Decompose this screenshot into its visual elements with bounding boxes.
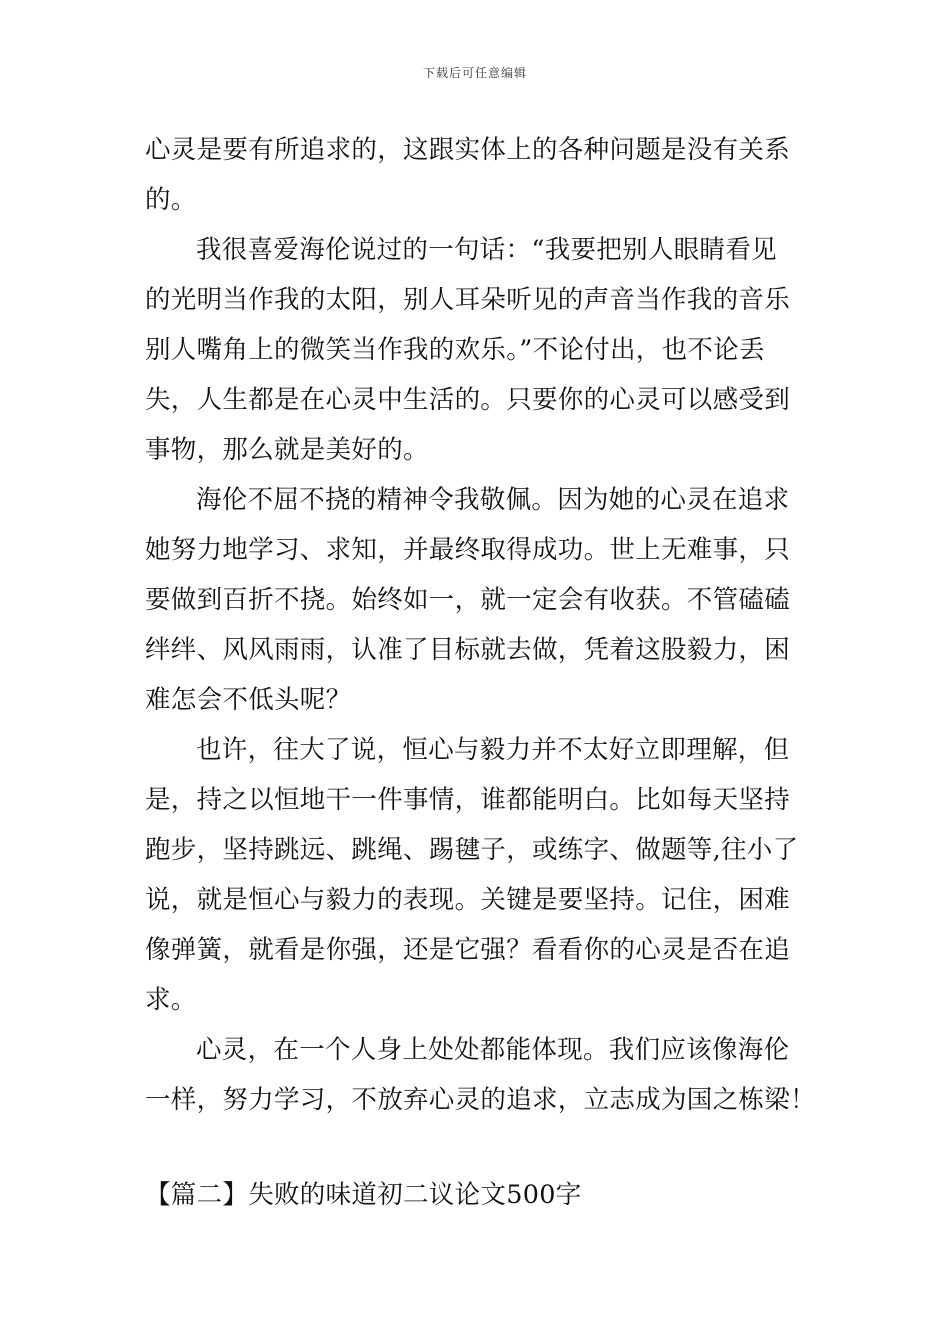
body-line: 事物，那么就是美好的。 <box>145 435 429 465</box>
body-line: 她努力地学习、求知，并最终取得成功。世上无难事，只 <box>145 535 791 565</box>
body-line: 的。 <box>145 185 197 215</box>
body-line: 失，人生都是在心灵中生活的。只要你的心灵可以感受到 <box>145 385 791 415</box>
paragraph-first-line: 我很喜爱海伦说过的一句话：“我要把别人眼睛看见 <box>196 235 777 265</box>
body-line: 绊绊、风风雨雨，认准了目标就去做，凭着这股毅力，困 <box>145 635 791 665</box>
paragraph-first-line: 也许，往大了说，恒心与毅力并不太好立即理解，但 <box>196 735 790 765</box>
body-line: 心灵是要有所追求的，这跟实体上的各种问题是没有关系 <box>145 135 791 165</box>
body-line: 难怎会不低头呢？ <box>145 685 352 715</box>
body-line: 像弹簧，就看是你强，还是它强？看看你的心灵是否在追 <box>145 935 791 965</box>
paragraph-first-line: 心灵，在一个人身上处处都能体现。我们应该像海伦 <box>196 1035 790 1065</box>
body-line: 要做到百折不挠。始终如一，就一定会有收获。不管磕磕 <box>145 585 791 615</box>
body-line: 说，就是恒心与毅力的表现。关键是要坚持。记住，困难 <box>145 885 791 915</box>
section-title: 【篇二】失败的味道初二议论文500字 <box>145 1180 582 1210</box>
body-line: 的光明当作我的太阳，别人耳朵听见的声音当作我的音乐 <box>145 285 791 315</box>
body-line: 跑步，坚持跳远、跳绳、踢毽子，或练字、做题等,往小了 <box>145 835 799 865</box>
body-line: 求。 <box>145 985 197 1015</box>
body-line: 一样，努力学习，不放弃心灵的追求，立志成为国之栋梁！ <box>145 1085 816 1115</box>
body-line: 是，持之以恒地干一件事情，谁都能明白。比如每天坚持 <box>145 785 791 815</box>
paragraph-first-line: 海伦不屈不挠的精神令我敬佩。因为她的心灵在追求 <box>196 485 790 515</box>
body-line: 别人嘴角上的微笑当作我的欢乐。”不论付出，也不论丢 <box>145 335 765 365</box>
page-header: 下载后可任意编辑 <box>422 66 527 80</box>
